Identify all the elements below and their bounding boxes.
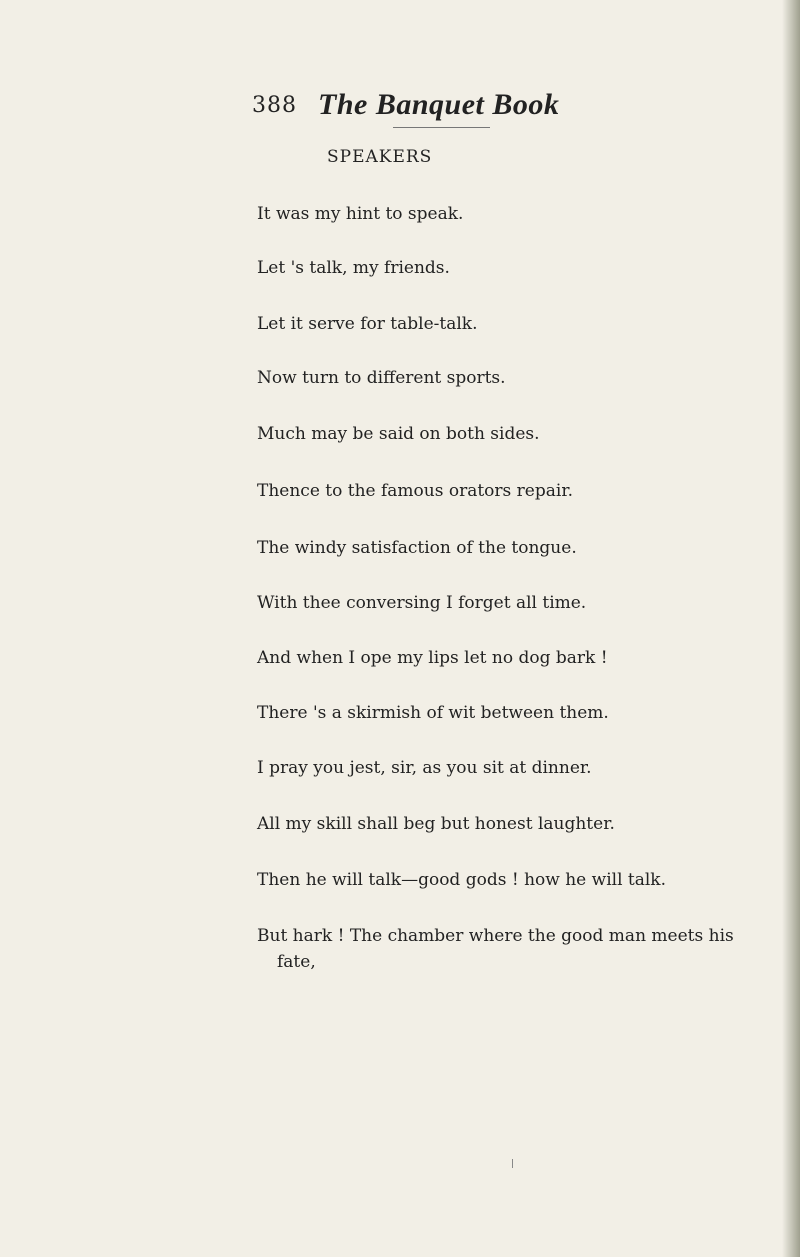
quotation-line: Thence to the famous orators repair.: [257, 481, 573, 501]
running-head: The Banquet Book: [318, 88, 560, 121]
page-edge-shadow: [782, 0, 800, 1257]
quotation-line: Let it serve for table-talk.: [257, 314, 478, 334]
quotation-line: It was my hint to speak.: [257, 204, 464, 224]
quotation-line: All my skill shall beg but honest laughter.: [257, 814, 615, 834]
quotation-line: There 's a skirmish of wit between them.: [257, 703, 609, 723]
quotation-line: Much may be said on both sides.: [257, 424, 540, 444]
quotation-line: And when I ope my lips let no dog bark !: [257, 648, 608, 668]
quotation-line: But hark ! The chamber where the good man meets his: [257, 926, 734, 946]
quotation-continuation: fate,: [277, 952, 316, 972]
header-rule: [393, 127, 490, 128]
quotation-line: Then he will talk—good gods ! how he will talk.: [257, 870, 667, 890]
section-title: SPEAKERS: [327, 147, 433, 167]
page-number: 388: [252, 93, 297, 118]
quotation-line: Let 's talk, my friends.: [257, 258, 450, 278]
ink-mark: [512, 1159, 513, 1168]
quotation-line: Now turn to different sports.: [257, 368, 506, 388]
quotation-line: With thee conversing I forget all time.: [257, 593, 587, 613]
quotation-line: I pray you jest, sir, as you sit at dinner.: [257, 758, 592, 778]
quotation-line: The windy satisfaction of the tongue.: [257, 538, 577, 558]
